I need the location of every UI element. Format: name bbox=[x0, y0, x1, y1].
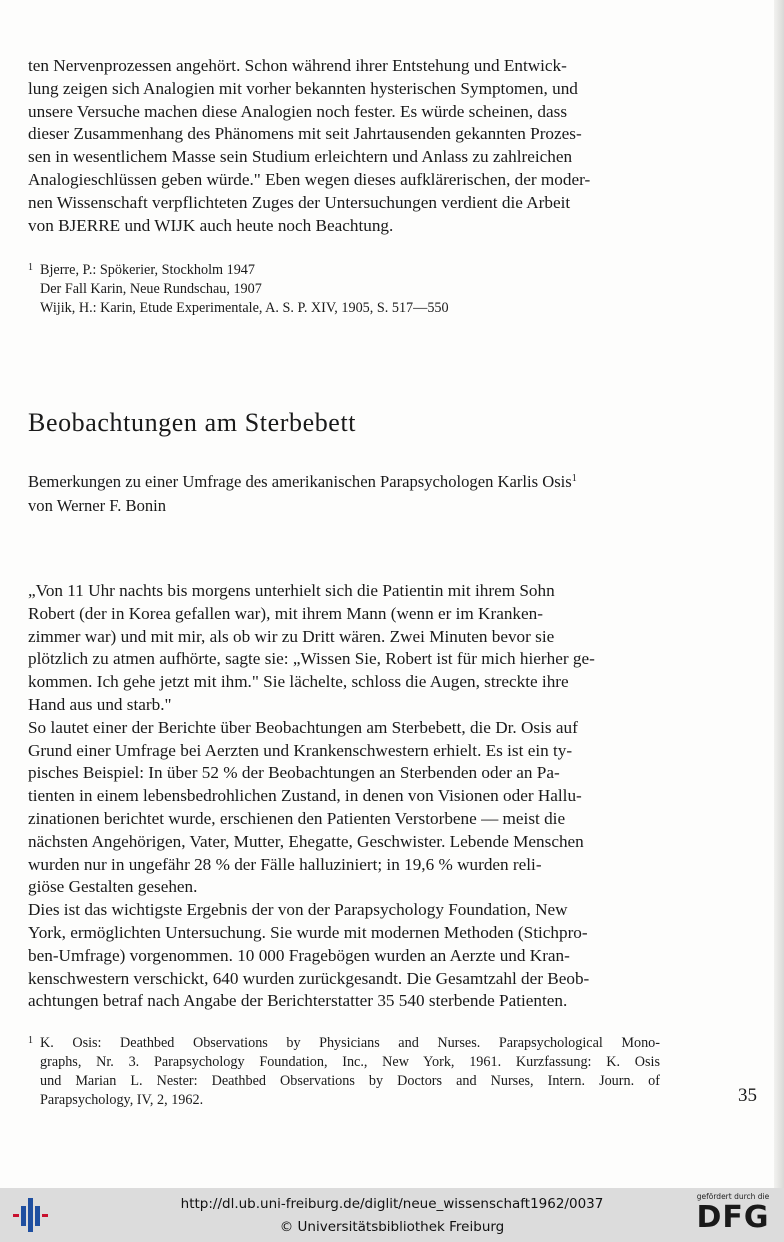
text-line: achtungen betraf nach Angabe der Berichterstatter 35 540 sterbende Patienten. bbox=[28, 991, 568, 1011]
text-line: kenschwestern verschickt, 640 wurden zurückgesandt. Die Gesamtzahl der Beob- bbox=[28, 968, 590, 988]
subtitle-footnote-mark: 1 bbox=[571, 473, 577, 484]
top-footnote-line: Der Fall Karin, Neue Rundschau, 1907 bbox=[40, 281, 262, 297]
text-line: Hand aus und starb." bbox=[28, 694, 172, 714]
text-line: tienten in einem lebensbedrohlichen Zustand, in denen von Visionen oder Hallu- bbox=[28, 786, 582, 806]
page-edge-shadow bbox=[774, 0, 784, 1188]
top-footnote-line: 1 Bjerre, P.: Spökerier, Stockholm 1947 bbox=[28, 258, 668, 280]
text-line: pisches Beispiel: In über 52 % der Beobachtungen an Sterbenden oder an Pa- bbox=[28, 763, 560, 783]
dfg-caption: gefördert durch die bbox=[696, 1192, 770, 1201]
text-line: plötzlich zu atmen aufhörte, sagte sie: „Wissen Sie, Robert ist für mich hierher ge- bbox=[28, 649, 595, 669]
footnote-mark: 1 bbox=[28, 1035, 33, 1046]
subtitle-line: Bemerkungen zu einer Umfrage des amerikanischen Parapsychologen Karlis Osis$^1$ bbox=[28, 472, 577, 491]
copyright-notice: © Universitätsbibliothek Freiburg bbox=[279, 1219, 505, 1235]
text-line: nächsten Angehörigen, Vater, Mutter, Ehegatte, Geschwister. Lebende Menschen bbox=[28, 831, 584, 851]
permalink-url[interactable]: http://dl.ub.uni-freiburg.de/diglit/neue_wissenschaft1962/0037 bbox=[180, 1196, 604, 1212]
text-line: „Von 11 Uhr nachts bis morgens unterhielt sich die Patientin mit ihrem Sohn bbox=[28, 581, 555, 600]
text-line: zimmer war) und mit mir, als ob wir zu Dritt wären. Zwei Minuten bevor sie bbox=[28, 626, 555, 646]
dfg-logo bbox=[690, 1192, 776, 1238]
bottom-footnote-line: und Marian L. Nester: Deathbed Observations by Doctors and Nurses, Intern. Journ. of bbox=[40, 1073, 660, 1089]
text-line: sen in wesentlichem Masse sein Studium erleichtern und Anlass zu zahlreichen bbox=[28, 147, 573, 167]
article-title: Beobachtungen am Sterbebett bbox=[28, 408, 357, 437]
footnote-mark: 1 bbox=[28, 262, 33, 273]
text-line: Robert (der in Korea gefallen war), mit ihrem Mann (wenn er im Kranken- bbox=[28, 603, 543, 623]
text-line: ten Nervenprozessen angehört. Schon während ihrer Entstehung und Entwick- bbox=[28, 56, 567, 75]
top-footnotes bbox=[28, 258, 668, 318]
text-line: zinationen berichtet wurde, erschienen den Patienten Verstorbene — meist die bbox=[28, 808, 566, 828]
byline: von Werner F. Bonin bbox=[28, 495, 167, 515]
ub-freiburg-logo-icon bbox=[10, 1194, 50, 1236]
text-line: nen Wissenschaft verpflichteten Zuges der Untersuchungen verdient die Arbeit bbox=[28, 192, 571, 212]
text-line: York, ermöglichten Untersuchung. Sie wurde mit modernen Methoden (Stichpro- bbox=[28, 922, 588, 942]
top-paragraph bbox=[28, 55, 662, 237]
bottom-footnote-line: Parapsychology, IV, 2, 1962. bbox=[40, 1092, 204, 1108]
text-line: unsere Versuche machen diese Analogien noch fester. Es würde scheinen, dass bbox=[28, 101, 568, 121]
text-line: Analogieschlüssen geben würde." Eben wegen dieses aufklärerischen, der moder- bbox=[28, 169, 591, 189]
bottom-footnote-line: graphs, Nr. 3. Parapsychology Foundation, Inc., New York, 1961. Kurzfassung: K. Osis bbox=[40, 1054, 660, 1070]
text-line: von BJERRE und WIJK auch heute noch Beachtung. bbox=[28, 215, 394, 235]
dfg-logo-text: DFG bbox=[696, 1200, 770, 1235]
bottom-footnote bbox=[28, 1031, 660, 1110]
text-line: wurden nur in ungefähr 28 % der Fälle halluziniert; in 19,6 % wurden reli- bbox=[28, 854, 542, 874]
top-footnote-line: Wijik, H.: Karin, Etude Experimentale, A. S. P. XIV, 1905, S. 517—550 bbox=[40, 300, 449, 316]
text-line: kommen. Ich gehe jetzt mit ihm." Sie lächelte, schloss die Augen, streckte ihre bbox=[28, 672, 569, 692]
page-number: 35 bbox=[738, 1085, 757, 1106]
text-line: giöse Gestalten gesehen. bbox=[28, 877, 198, 897]
text-line: Dies ist das wichtigste Ergebnis der von der Parapsychology Foundation, New bbox=[28, 900, 568, 920]
footer-bar bbox=[0, 1188, 784, 1242]
text-line: ben-Umfrage) vorgenommen. 10 000 Fragebögen wurden an Aerzte und Kran- bbox=[28, 945, 570, 965]
text-line: lung zeigen sich Analogien mit vorher bekannten hysterischen Symptomen, und bbox=[28, 78, 578, 98]
article-body bbox=[28, 580, 662, 1013]
article-subtitle bbox=[28, 467, 577, 517]
text-line: dieser Zusammenhang des Phänomens mit seit Jahrtausenden gekannten Prozes- bbox=[28, 124, 582, 144]
bottom-footnote-line: 1 K. Osis: Deathbed Observations by Physicians and Nurses. Parapsychological Mono- bbox=[28, 1031, 660, 1053]
text-line: So lautet einer der Berichte über Beobachtungen am Sterbebett, die Dr. Osis auf bbox=[28, 717, 578, 737]
text-line: Grund einer Umfrage bei Aerzten und Krankenschwestern erhielt. Es ist ein ty- bbox=[28, 740, 573, 760]
